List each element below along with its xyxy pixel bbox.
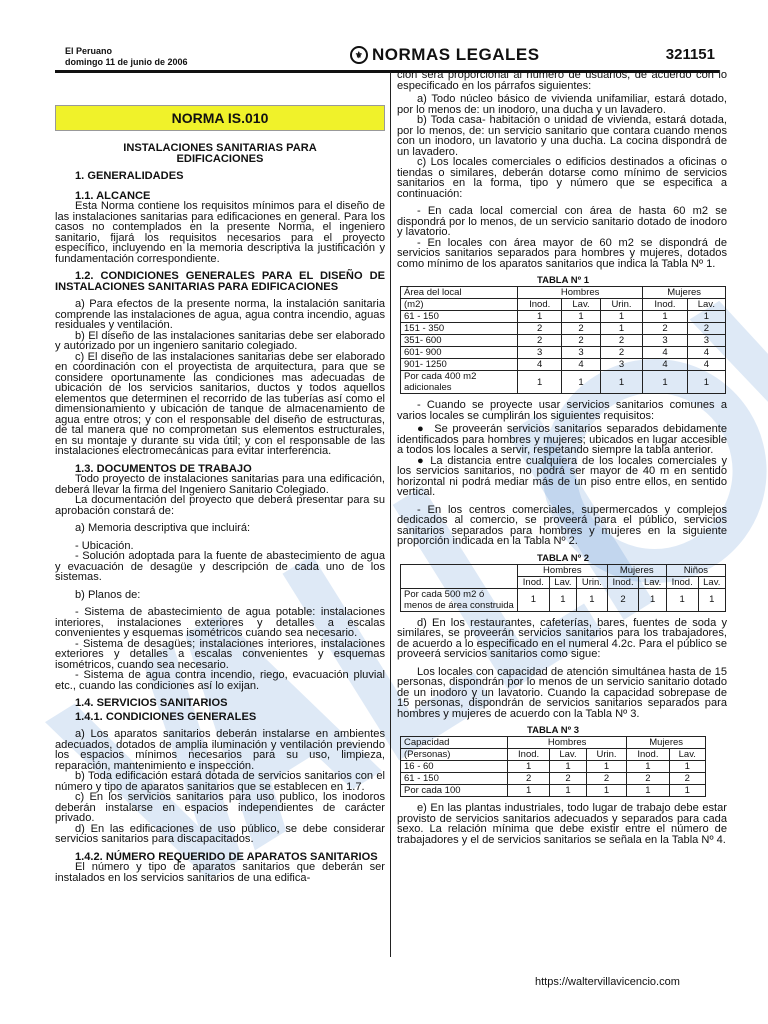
table-cell: 2	[518, 335, 562, 347]
table-header: Capacidad	[401, 737, 508, 749]
table-cell: 3	[643, 335, 687, 347]
table-cell: 1	[508, 785, 550, 797]
table-cell: 2	[607, 588, 639, 611]
table-cell: 4	[687, 359, 725, 371]
table-cell: 1	[518, 588, 550, 611]
table-header: Área del local	[401, 287, 518, 299]
paragraph: b) Toda casa- habitación o unidad de vivienda, estará dotada, por lo menos, de: un servicio sanitario que contara cuando menos con un inodoro, un lavatorio y una ducha. La cocina dispondrá de un lavadero.	[397, 114, 727, 158]
table-cell: 1	[669, 761, 705, 773]
paragraph: - Cuando se proyecte usar servicios sanitarios comunes a varios locales se cumplirán los siguientes requisitos:	[397, 399, 727, 422]
table-caption: TABLA Nº 2	[536, 552, 590, 564]
table-cell: 1	[600, 371, 643, 394]
table-cell: 1	[577, 588, 608, 611]
table-cell: 4	[562, 359, 600, 371]
paragraph: - En locales con área mayor de 60 m2 se dispondrá de servicios sanitarios separados para hombres y mujeres, dotados como mínimo de los aparatos sanitarios que indica la Tabla Nº 1.	[397, 236, 727, 270]
paragraph: - En cada local comercial con área de hasta 60 m2 se dispondrá por lo menos, de un servicio sanitario dotado de inodoro y lavatorio.	[397, 205, 727, 238]
paragraph: b) Toda edificación estará dotada de servicios sanitarios con el número y tipo de aparatos sanitarios que se establecen en 1.7.	[55, 770, 385, 793]
paragraph: a) Memoria descriptiva que incluirá:	[75, 522, 251, 534]
table-cell: 1	[643, 371, 687, 394]
table-header: (m2)	[401, 299, 518, 311]
paragraph: a) Los aparatos sanitarios deberán instalarse en ambientes adecuados, dotados de amplia iluminación y ventilación previendo los espacios mínimos necesarios para su uso, limpieza, reparación, mantenimiento e inspección.	[55, 728, 385, 772]
table-cell: 2	[550, 773, 586, 785]
paragraph: - Sistema de abastecimiento de agua potable: instalaciones interiores, instalaciones exteriores y detalles a escalas convenientes y esquemas isométricos cuando sea necesario.	[55, 606, 385, 639]
table-cell: 2	[518, 323, 562, 335]
newspaper-name: El Peruano	[65, 46, 113, 56]
table-row	[401, 359, 726, 371]
table-cell: 3	[687, 335, 725, 347]
table-cell: 2	[600, 335, 643, 347]
table-header: Inod.	[607, 576, 639, 588]
table-cell: 1	[627, 761, 669, 773]
table-cell: 1	[518, 311, 562, 323]
table-header: Lav.	[550, 749, 586, 761]
table-cell: 1	[550, 785, 586, 797]
table-cell: 4	[687, 347, 725, 359]
table-header: Inod.	[643, 299, 687, 311]
table-cell: 151 - 350	[401, 323, 518, 335]
page-number: 321151	[665, 46, 715, 63]
table-cell: 2	[600, 347, 643, 359]
table-row	[401, 347, 726, 359]
paragraph: d) En las edificaciones de uso público, se debe considerar servicios sanitarios para discapacitados.	[55, 822, 385, 845]
table-row	[401, 773, 706, 785]
heading-generalidades: 1. GENERALIDADES	[75, 170, 184, 182]
table-cell: 61 - 150	[401, 311, 518, 323]
paragraph: ción será proporcional al número de usuarios, de acuerdo con lo especificado en los párrafos siguientes:	[397, 69, 727, 92]
table-header: Inod.	[508, 749, 550, 761]
table-header: Niños	[666, 564, 725, 576]
table-header: Lav.	[549, 576, 576, 588]
table-cell: 351- 600	[401, 335, 518, 347]
table-cell: 1	[518, 371, 562, 394]
table-cell: 16 - 60	[401, 761, 508, 773]
table-header: Inod.	[518, 299, 562, 311]
paragraph: Todo proyecto de instalaciones sanitarias para una edificación, deberá llevar la firma del Ingeniero Sanitario Colegiado.	[55, 473, 385, 496]
document-title: INSTALACIONES SANITARIAS PARA EDIFICACIONES	[123, 142, 317, 165]
table-cell: 1	[669, 785, 705, 797]
table-header: Mujeres	[627, 737, 706, 749]
column-divider	[390, 72, 391, 957]
table-cell: 1	[586, 785, 627, 797]
table-cell: 61 - 150	[401, 773, 508, 785]
table-cell: 1	[562, 311, 600, 323]
table-cell: 2	[562, 323, 600, 335]
paragraph: - Ubicación.	[75, 539, 134, 552]
table-2	[400, 553, 726, 612]
table-header: Mujeres	[643, 287, 726, 299]
paragraph: e) En las plantas industriales, todo lugar de trabajo debe estar provisto de servicios sanitarios adecuados y separados para cada sexo. La relación mínima que debe existir entre el número de trabajadores y el de servicios sanitarios se señala en la Tabla Nº 4.	[397, 802, 727, 846]
right-column	[397, 70, 727, 845]
table-cell: 2	[586, 773, 627, 785]
table-row	[401, 371, 726, 394]
issue-date: domingo 11 de junio de 2006	[65, 57, 188, 67]
table-header: Urin.	[600, 299, 643, 311]
newspaper-info	[65, 46, 188, 68]
table-row	[401, 335, 726, 347]
table-cell: 2	[508, 773, 550, 785]
table-row	[401, 785, 706, 797]
paragraph: Esta Norma contiene los requisitos mínimos para el diseño de las instalaciones sanitarias para edificaciones en general. Para los casos no contemplados en la presente Norma, el ingeniero sanitario, fijará los requisitos necesarios para el proyecto específico, incluyendo en la memoria descriptiva la justificación y fundamentación correspondiente.	[55, 200, 385, 265]
heading-condiciones: 1.4.1. CONDICIONES GENERALES	[75, 710, 257, 723]
table-cell: 4	[643, 347, 687, 359]
footer-url[interactable]: https://waltervillavicencio.com	[535, 976, 680, 988]
heading-alcance: 1.1. ALCANCE	[75, 189, 151, 202]
table-cell: 1	[586, 761, 627, 773]
section-title	[350, 45, 540, 65]
table-cell: 1	[600, 311, 643, 323]
table-cell: 4	[518, 359, 562, 371]
table-cell: 1	[627, 785, 669, 797]
paragraph: a) Para efectos de la presente norma, la instalación sanitaria comprende las instalaciones de agua, agua contra incendio, aguas residuales y ventilación.	[55, 298, 385, 331]
table-row	[401, 311, 726, 323]
table-cell: Por cada 500 m2 ó menos de área construida	[401, 588, 518, 611]
table-row	[401, 588, 726, 611]
table-3	[400, 725, 706, 797]
table-cell: 2	[643, 323, 687, 335]
table-header: Hombres	[518, 287, 643, 299]
paragraph: Los locales con capacidad de atención simultánea hasta de 15 personas, dispondrán por lo menos de un servicio sanitario dotado de un inodoro y un lavatorio. Cuando la capacidad sobrepase de 15 personas, dispondrán de servicios sanitarios separados para hombres y mujeres de acuerdo con la Tabla Nº 3.	[397, 665, 727, 720]
table-cell: 1	[550, 761, 586, 773]
paragraph: - En los centros comerciales, supermercados y complejos dedicados al comercio, se proveerá para el público, servicios sanitarios separados para hombres y mujeres en la siguiente proporción indicada en la Tabla Nº 2.	[397, 503, 727, 547]
paragraph: La documentación del proyecto que deberá presentar para su aprobación constará de:	[55, 494, 385, 517]
table-caption: TABLA Nº 3	[526, 725, 580, 736]
table-cell: 2	[687, 323, 725, 335]
paragraph: - Sistema de agua contra incendio, riego, evacuación pluvial etc., cuando las condiciones así lo exijan.	[55, 669, 385, 692]
table-header: (Personas)	[401, 749, 508, 761]
table-header: Urin.	[586, 749, 627, 761]
table-header: Inod.	[518, 576, 550, 588]
table-cell: 901- 1250	[401, 359, 518, 371]
paragraph: b) El diseño de las instalaciones sanitarias debe ser elaborado y autorizado por un ingeniero sanitario colegiado.	[55, 329, 385, 352]
table-cell: 601- 900	[401, 347, 518, 359]
paragraph: c) En los servicios sanitarios para uso publico, los inodoros deberán instalarse en espacios independientes de carácter privado.	[55, 791, 385, 824]
table-caption: TABLA Nº 1	[536, 275, 590, 286]
paragraph: d) En los restaurantes, cafeterías, bares, fuentes de soda y similares, se proveerán servicios sanitarios para los trabajadores, de acuerdo a lo especificado en el numeral 4.2c. Para el público se proveerá servicios sanitarios como sigue:	[397, 616, 727, 660]
paragraph: c) Los locales comerciales o edificios destinados a oficinas o tiendas o similares, deberán dotarse como mínimo de servicios sanitarios en la forma, tipo y número que se especifica a continuación:	[397, 156, 727, 200]
left-column	[55, 72, 385, 883]
table-header: Lav.	[562, 299, 600, 311]
table-header: Inod.	[627, 749, 669, 761]
table-cell: 1	[643, 311, 687, 323]
table-cell: Por cada 400 m2 adicionales	[401, 371, 518, 394]
table-cell: 3	[600, 359, 643, 371]
paragraph: - Solución adoptada para la fuente de abastecimiento de agua y evacuación de desagüe y descripción de cada uno de los sistemas.	[55, 550, 385, 583]
seal-icon: ⚜	[350, 46, 368, 64]
table-cell: 1	[698, 588, 725, 611]
table-header: Lav.	[687, 299, 725, 311]
table-cell: 2	[627, 773, 669, 785]
bullet-paragraph: ● Se proveerán servicios sanitarios separados debidamente identificados para hombres y mujeres; ubicados en lugar accesible a todos los locales a servir, respetando siempre la tabla anterior.	[397, 423, 727, 456]
table-cell: 3	[562, 347, 600, 359]
heading-servicios-sanitarios: 1.4. SERVICIOS SANITARIOS	[75, 697, 228, 709]
table-1	[400, 275, 726, 394]
bullet-paragraph: ● La distancia entre cualquiera de los locales comerciales y los servicios sanitarios, no podrá ser mayor de 40 m en sentido horizontal ni podrá mediar más de un piso entre ellos, en sentido vertical.	[397, 454, 728, 498]
paragraph: - Sistema de desagües; instalaciones interiores, instalaciones exteriores y detalles a escalas convenientes y esquemas isométricos, cuando sea necesario.	[55, 637, 385, 671]
table-header: Lav.	[669, 749, 705, 761]
heading-numero-requerido: 1.4.2. NÚMERO REQUERIDO DE APARATOS SANITARIOS	[75, 850, 378, 863]
paragraph: El número y tipo de aparatos sanitarios que deberán ser instalados en los servicios sanitarios de una edifica-	[55, 861, 385, 884]
table-header: Lav.	[639, 576, 666, 588]
table-cell: 2	[669, 773, 705, 785]
table-cell: 1	[549, 588, 576, 611]
norm-title: NORMA IS.010	[55, 105, 385, 131]
table-cell: 1	[508, 761, 550, 773]
table-cell: 1	[687, 371, 725, 394]
table-cell: Por cada 100	[401, 785, 508, 797]
table-header: Lav.	[698, 576, 725, 588]
table-cell: 2	[562, 335, 600, 347]
table-header: Hombres	[508, 737, 627, 749]
table-header: Inod.	[666, 576, 698, 588]
section-title-text: NORMAS LEGALES	[372, 45, 540, 64]
paragraph: c) El diseño de las instalaciones sanitarias debe ser elaborado en coordinación con el proyectista de arquitectura, para que se considere oportunamente las condiciones mas adecuadas de ubicación de los servicios sanitarios, ductos y todos aquellos elementos que determinen el recorrido de las tuberías así como el dimensionamiento y ubicación de tanque de almacenamiento de agua entre otros; y con el responsable del diseño de estructuras, de tal manera que no comprometan sus elementos estructurales, en su montaje y durante su vida útil; y con el responsable de las instalaciones electromecánicas para evitar interferencia.	[55, 350, 385, 457]
heading-documentos: 1.3. DOCUMENTOS DE TRABAJO	[75, 462, 252, 475]
table-row	[401, 323, 726, 335]
table-header: Hombres	[518, 564, 608, 576]
paragraph: a) Todo núcleo básico de vivienda unifamiliar, estará dotado, por lo menos de: un inodoro, una ducha y un lavadero.	[397, 93, 727, 116]
table-row	[401, 761, 706, 773]
table-cell: 1	[600, 323, 643, 335]
heading-condiciones-generales: 1.2. CONDICIONES GENERALES PARA EL DISEÑO DE INSTALACIONES SANITARIAS PARA EDIFICACIONES	[55, 270, 385, 293]
table-cell: 1	[687, 311, 725, 323]
table-header: Mujeres	[607, 564, 666, 576]
table-cell: 4	[643, 359, 687, 371]
table-header: Urin.	[577, 576, 608, 588]
paragraph: b) Planos de:	[75, 588, 141, 601]
table-cell: 3	[518, 347, 562, 359]
table-cell: 1	[639, 588, 666, 611]
table-cell: 1	[666, 588, 698, 611]
table-cell: 1	[562, 371, 600, 394]
